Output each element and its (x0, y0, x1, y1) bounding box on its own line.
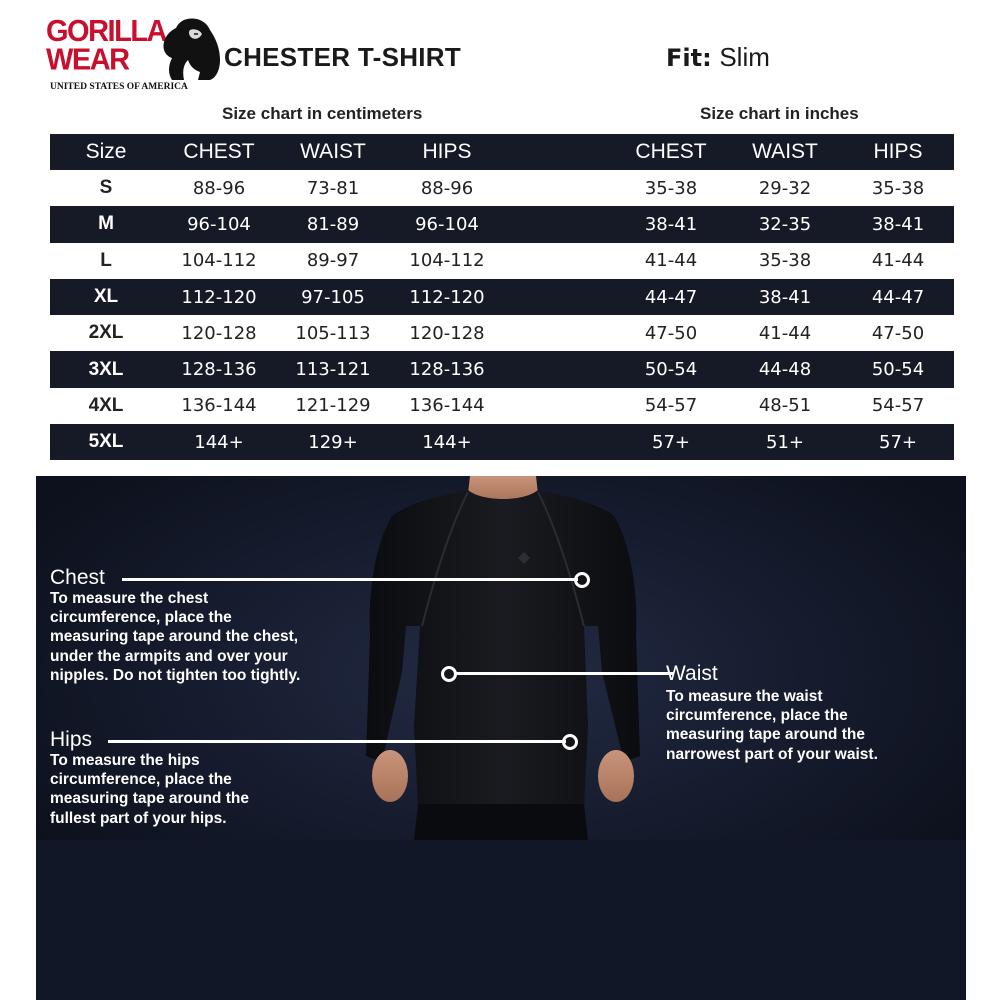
cell-cm-chest: 96-104 (187, 213, 251, 235)
cell-cm-waist: 121-129 (295, 395, 371, 417)
chest-description (50, 589, 300, 685)
cell-in-hips: 50-54 (871, 359, 925, 381)
waist-desc-line: narrowest part of your waist. (666, 745, 878, 763)
cell-in-chest: 57+ (652, 431, 690, 453)
cell-cm-hips: 120-128 (409, 322, 485, 344)
cell-in-waist: 32-35 (758, 213, 812, 235)
hips-title: Hips (50, 728, 93, 751)
table-row (50, 206, 954, 242)
chest-title: Chest (50, 566, 105, 589)
header-cm-waist: WAIST (300, 140, 366, 163)
cell-cm-chest: 128-136 (181, 359, 257, 381)
cell-in-chest: 35-38 (644, 177, 698, 199)
table-row (50, 279, 954, 315)
cell-size: 2XL (88, 322, 124, 344)
cell-cm-waist: 97-105 (301, 286, 365, 308)
hips-desc-line: fullest part of your hips. (50, 809, 227, 827)
cell-size: 3XL (88, 358, 124, 380)
cell-in-chest: 38-41 (644, 213, 698, 235)
table-header-row (50, 134, 954, 170)
fit-info (666, 42, 770, 73)
fit-value: Slim (719, 42, 770, 72)
hips-desc-line: circumference, place the (50, 771, 232, 789)
cell-cm-hips: 104-112 (409, 250, 485, 272)
cell-in-chest: 50-54 (644, 359, 698, 381)
product-title: CHESTER T-SHIRT (224, 42, 462, 72)
waist-desc-line: measuring tape around the (666, 726, 865, 744)
waist-description (666, 687, 878, 764)
waist-title: Waist (666, 662, 718, 685)
waist-measure-line (456, 672, 674, 675)
cell-in-hips: 47-50 (871, 322, 925, 344)
cell-cm-hips: 112-120 (409, 286, 485, 308)
cell-size: S (99, 177, 113, 199)
header-in-chest: CHEST (635, 140, 707, 163)
hips-desc-line: To measure the hips (50, 752, 200, 769)
logo-line-2: WEAR (46, 43, 129, 77)
cell-cm-chest: 136-144 (181, 395, 257, 417)
chest-desc-line: circumference, place the (50, 609, 232, 627)
cell-in-hips: 57+ (879, 431, 917, 453)
size-table (50, 134, 954, 460)
logo-tagline: UNITED STATES OF AMERICA (50, 82, 188, 92)
gorilla-icon (154, 16, 222, 82)
chest-desc-line: nipples. Do not tighten too tightly. (50, 666, 301, 684)
cell-cm-waist: 113-121 (295, 359, 371, 381)
hips-measure-point (562, 734, 578, 750)
cell-in-waist: 44-48 (758, 359, 812, 381)
cell-in-chest: 44-47 (644, 286, 698, 308)
header-in-hips: HIPS (873, 140, 923, 163)
cell-in-waist: 41-44 (758, 322, 812, 344)
cell-in-hips: 54-57 (871, 395, 925, 417)
waist-desc-line: To measure the waist (666, 688, 823, 705)
chest-measure-point (574, 572, 590, 588)
cell-cm-waist: 89-97 (306, 250, 360, 272)
table-row (50, 388, 954, 424)
chest-desc-line: measuring tape around the chest, (50, 628, 299, 646)
cell-in-chest: 54-57 (644, 395, 698, 417)
cell-cm-hips: 96-104 (415, 213, 479, 235)
cell-size: 5XL (88, 431, 124, 453)
cell-in-chest: 47-50 (644, 322, 698, 344)
cell-in-waist: 38-41 (758, 286, 812, 308)
cell-size: L (100, 249, 112, 271)
cell-cm-hips: 136-144 (409, 395, 485, 417)
brand-logo (46, 16, 226, 96)
header-in-waist: WAIST (752, 140, 818, 163)
cell-cm-hips: 88-96 (420, 177, 474, 199)
header-cm-hips: HIPS (422, 140, 472, 163)
logo-wordmark (46, 14, 166, 77)
chest-measure-line (122, 578, 578, 581)
table-row (50, 170, 954, 206)
cell-cm-hips: 128-136 (409, 359, 485, 381)
cell-cm-chest: 104-112 (181, 250, 257, 272)
cell-size: M (98, 213, 114, 235)
header-size: Size (85, 140, 127, 163)
logo-line-1: GORILLA (46, 14, 166, 49)
waist-desc-line: circumference, place the (666, 707, 848, 725)
chest-desc-line: under the armpits and over your (50, 647, 288, 665)
cell-cm-chest: 112-120 (181, 286, 257, 308)
cell-in-waist: 35-38 (758, 250, 812, 272)
inches-chart-label: Size chart in inches (700, 104, 859, 123)
cell-cm-chest: 120-128 (181, 322, 257, 344)
cell-in-chest: 41-44 (644, 250, 698, 272)
cm-chart-label: Size chart in centimeters (222, 104, 423, 123)
cell-in-waist: 51+ (766, 431, 804, 453)
cell-cm-waist: 73-81 (306, 177, 360, 199)
chest-desc-line: To measure the chest (50, 590, 209, 607)
hips-desc-line: measuring tape around the (50, 790, 249, 808)
cell-in-hips: 44-47 (871, 286, 925, 308)
cell-cm-waist: 105-113 (295, 322, 371, 344)
table-body (50, 170, 954, 460)
cell-in-waist: 29-32 (758, 177, 812, 199)
fit-label: Fit: (666, 44, 712, 72)
cell-size: XL (93, 286, 119, 308)
measurement-guide (36, 476, 966, 1000)
header-cm-chest: CHEST (183, 140, 255, 163)
table-row (50, 424, 954, 460)
cell-cm-chest: 88-96 (192, 177, 246, 199)
cell-cm-waist: 81-89 (306, 213, 360, 235)
hips-description (50, 751, 249, 828)
table-row (50, 243, 954, 279)
hips-measure-line (108, 740, 566, 743)
cell-in-hips: 41-44 (871, 250, 925, 272)
table-row (50, 315, 954, 351)
cell-cm-hips: 144+ (422, 431, 472, 453)
cell-in-hips: 35-38 (871, 177, 925, 199)
table-row (50, 351, 954, 387)
cell-in-waist: 48-51 (758, 395, 812, 417)
waist-measure-point (441, 666, 457, 682)
cell-cm-waist: 129+ (308, 431, 358, 453)
cell-cm-chest: 144+ (194, 431, 244, 453)
cell-size: 4XL (88, 394, 124, 416)
cell-in-hips: 38-41 (871, 213, 925, 235)
